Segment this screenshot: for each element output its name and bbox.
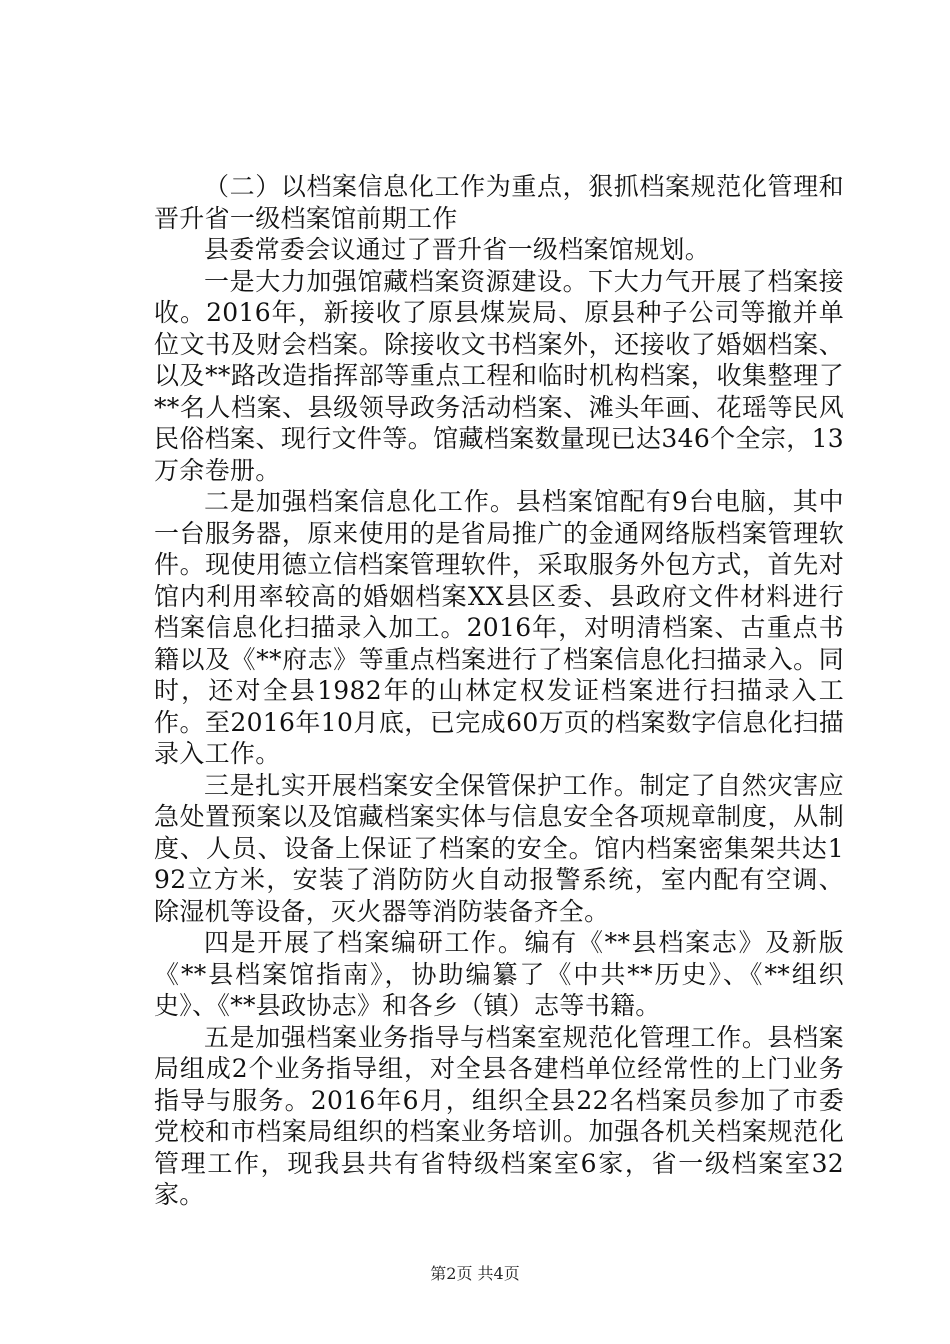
paragraph-plan-approval: 县委常委会议通过了晋升省一级档案馆规划。 [204,235,711,264]
section-heading: （二）以档案信息化工作为重点，狠抓档案规范化管理和晋升省一级档案馆前期工作 [154,172,844,233]
paragraph-informatization: 二是加强档案信息化工作。县档案馆配有9台电脑，其中一台服务器，原来使用的是省局推广的金通网络版档案管理软件。现使用德立信档案管理软件，采取服务外包方式，首先对馆内利用率较高的婚姻档案XX县区委、县政府文件材料进行档案信息化扫描录入加工。2016年，对明清档案、古重点书籍以及《**府志》等重点档案进行了档案信息化扫描录入。同时，还对全县1982年的山林定权发证档案进行扫描录入工作。至2016年10月底，已完成60万页的档案数字信息化扫描录入工作。 [154,487,844,768]
paragraph-security: 三是扎实开展档案安全保管保护工作。制定了自然灾害应急处置预案以及馆藏档案实体与信息安全各项规章制度，从制度、人员、设备上保证了档案的安全。馆内档案密集架共达192立方米，安装了消防防火自动报警系统，室内配有空调、除湿机等设备，灭火器等消防装备齐全。 [154,770,844,926]
paragraph-resource-building: 一是大力加强馆藏档案资源建设。下大力气开展了档案接收。2016年，新接收了原县煤炭局、原县种子公司等撤并单位文书及财会档案。除接收文书档案外，还接收了婚姻档案、以及**路改造指挥部等重点工程和临时机构档案，收集整理了**名人档案、县级领导政务活动档案、滩头年画、花瑶等民风民俗档案、现行文件等。馆藏档案数量现已达346个全宗，13万余卷册。 [154,266,844,485]
paragraph-guidance: 五是加强档案业务指导与档案室规范化管理工作。县档案局组成2个业务指导组，对全县各建档单位经常性的上门业务指导与服务。2016年6月，组织全县22名档案员参加了市委党校和市档案局组织的档案业务培训。加强各机关档案规范化管理工作，现我县共有省特级档案室6家，省一级档案室32家。 [154,1022,844,1209]
paragraph-compilation: 四是开展了档案编研工作。编有《**县档案志》及新版《**县档案馆指南》，协助编纂了《中共**历史》、《**组织史》、《**县政协志》和各乡（镇）志等书籍。 [154,928,844,1020]
document-body [154,171,844,1211]
page-number-footer: 第2页 共4页 [430,1264,520,1283]
